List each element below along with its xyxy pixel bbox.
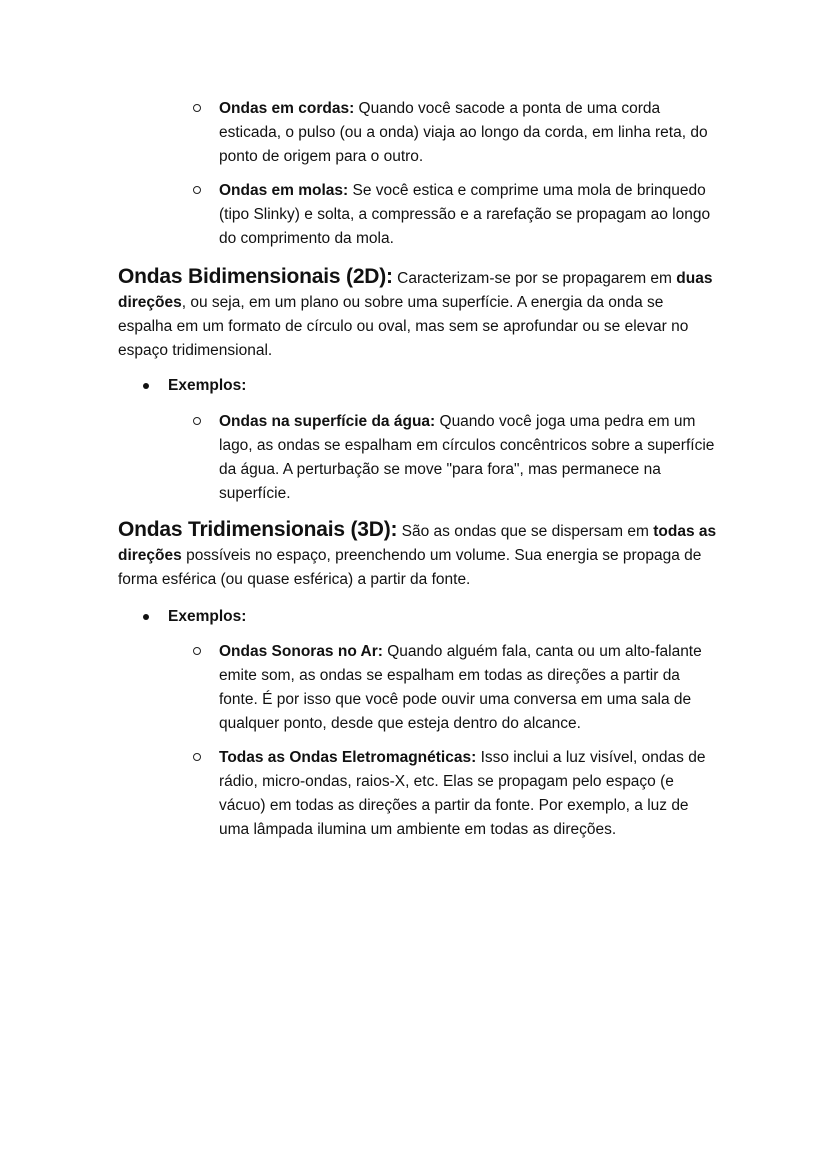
list-item: [219, 97, 719, 169]
section-text: possíveis no espaço, preenchendo um volume. Sua energia se propaga de forma esférica (ou quase esférica) a partir da fonte.: [118, 547, 702, 588]
example-title: Ondas na superfície da água:: [219, 413, 436, 430]
list-item: [219, 640, 719, 736]
hollow-bullet-icon: [193, 104, 201, 112]
hollow-bullet-icon: [193, 186, 201, 194]
section-emphasis: duas direções: [118, 270, 713, 311]
example-text: Isso inclui a luz visível, ondas de rádio, micro-ondas, raios-X, etc. Elas se propagam pelo espaço (e vácuo) em todas as direções a partir da fonte. Por exemplo, a luz de uma lâmpada ilumina um ambiente em todas as direções.: [219, 749, 706, 838]
example-text: Quando alguém fala, canta ou um alto-falante emite som, as ondas se espalham em todas as direções a partir da fonte. É por isso que você pode ouvir uma conversa em uma sala de qualquer ponto, desde que esteja dentro do alcance.: [219, 643, 702, 732]
section-3d-paragraph: [118, 518, 718, 592]
hollow-bullet-icon: [193, 417, 201, 425]
example-title: Ondas em cordas:: [219, 100, 355, 117]
hollow-bullet-icon: [193, 647, 201, 655]
example-title: Ondas Sonoras no Ar:: [219, 643, 383, 660]
example-title: Ondas em molas:: [219, 182, 349, 199]
example-text: Se você estica e comprime uma mola de brinquedo (tipo Slinky) e solta, a compressão e a rarefação se propagam ao longo do comprimento da mola.: [219, 182, 711, 247]
section-intro: São as ondas que se dispersam em: [397, 523, 654, 540]
section-2d-paragraph: [118, 265, 718, 363]
list-item: [219, 179, 719, 251]
bullet-icon: [143, 614, 149, 620]
example-title: Todas as Ondas Eletromagnéticas:: [219, 749, 477, 766]
section-intro: Caracterizam-se por se propagarem em: [392, 270, 677, 287]
bullet-icon: [143, 383, 149, 389]
example-text: Quando você joga uma pedra em um lago, as ondas se espalham em círculos concêntricos sobre a superfície da água. A perturbação se move "para fora", mas permanece na superfície.: [219, 413, 715, 502]
section-text: , ou seja, em um plano ou sobre uma superfície. A energia da onda se espalha em um formato de círculo ou oval, mas sem se aprofundar ou se elevar no espaço tridimensional.: [118, 294, 689, 359]
section-emphasis: todas as direções: [118, 523, 717, 564]
examples-label: Exemplos:: [168, 608, 247, 625]
section-heading: Ondas Tridimensionais (3D):: [118, 518, 398, 541]
examples-label: Exemplos:: [168, 377, 247, 394]
hollow-bullet-icon: [193, 753, 201, 761]
example-text: Quando você sacode a ponta de uma corda esticada, o pulso (ou a onda) viaja ao longo da corda, em linha reta, do ponto de origem para o outro.: [219, 100, 708, 165]
list-item: [219, 746, 719, 842]
section-heading: Ondas Bidimensionais (2D):: [118, 265, 393, 288]
list-item: [219, 410, 719, 506]
